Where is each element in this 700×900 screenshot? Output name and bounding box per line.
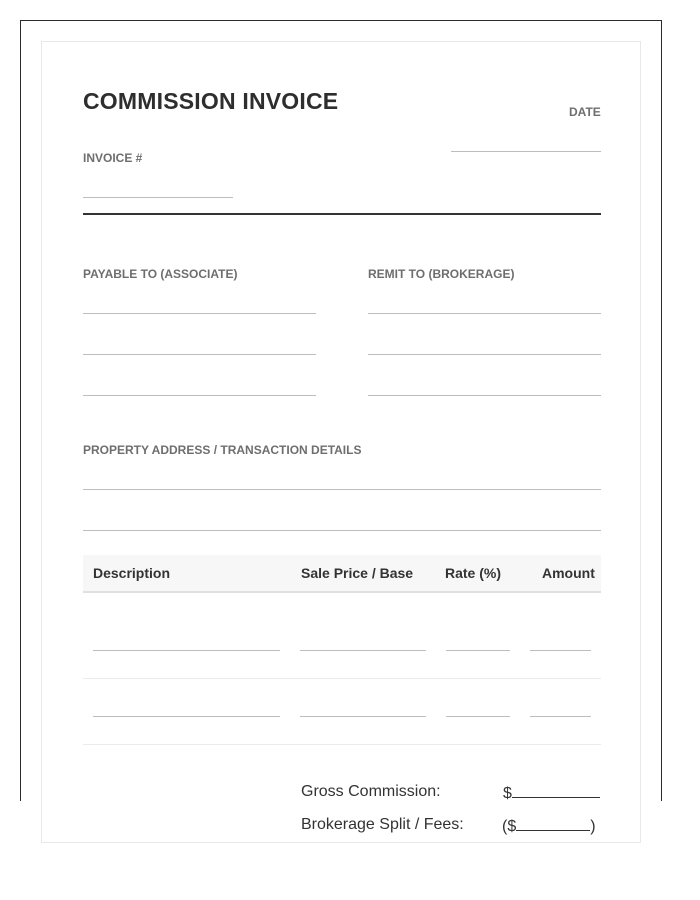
column-header-sale-price: Sale Price / Base	[301, 565, 414, 581]
gross-commission-blank[interactable]	[512, 783, 600, 798]
property-details-line-1[interactable]	[83, 489, 601, 490]
description-cell-field[interactable]	[93, 716, 280, 717]
column-header-description: Description	[93, 565, 171, 581]
remit-to-line-2[interactable]	[368, 354, 601, 355]
payable-to-line-2[interactable]	[83, 354, 316, 355]
rate-cell-field[interactable]	[446, 650, 510, 651]
amount-cell-field[interactable]	[530, 650, 591, 651]
remit-to-line-3[interactable]	[368, 395, 601, 396]
payable-to-line-3[interactable]	[83, 395, 316, 396]
page-title: COMMISSION INVOICE	[83, 88, 339, 114]
gross-commission-value[interactable]	[503, 783, 600, 803]
remit-to-label: REMIT TO (BROKERAGE)	[368, 267, 515, 281]
gross-commission-label: Gross Commission:	[301, 783, 441, 800]
property-details-line-2[interactable]	[83, 530, 601, 531]
payable-to-label: PAYABLE TO (ASSOCIATE)	[83, 267, 238, 281]
document-frame	[20, 20, 662, 835]
remit-to-line-1[interactable]	[368, 313, 601, 314]
sale-price-cell-field[interactable]	[300, 716, 426, 717]
invoice-page	[41, 41, 641, 843]
date-field[interactable]	[451, 151, 601, 152]
brokerage-split-blank[interactable]	[516, 816, 590, 831]
property-details-label: PROPERTY ADDRESS / TRANSACTION DETAILS	[83, 443, 362, 457]
rate-cell-field[interactable]	[446, 716, 510, 717]
date-label: DATE	[569, 105, 601, 119]
amount-cell-field[interactable]	[530, 716, 591, 717]
header-divider	[83, 213, 601, 215]
currency-symbol: $	[503, 785, 512, 802]
sale-price-cell-field[interactable]	[300, 650, 426, 651]
description-cell-field[interactable]	[93, 650, 280, 651]
commission-table-header	[83, 555, 601, 593]
currency-symbol: ($	[502, 818, 517, 835]
brokerage-split-label: Brokerage Split / Fees:	[301, 816, 464, 833]
column-header-rate: Rate (%)	[445, 565, 502, 581]
closing-paren: )	[590, 818, 596, 835]
payable-to-line-1[interactable]	[83, 313, 316, 314]
brokerage-split-value[interactable]	[502, 816, 596, 836]
row-divider	[83, 678, 601, 679]
invoice-number-label: INVOICE #	[83, 151, 143, 165]
invoice-number-field[interactable]	[83, 197, 233, 198]
column-header-amount: Amount	[542, 565, 595, 581]
row-divider	[83, 744, 601, 745]
